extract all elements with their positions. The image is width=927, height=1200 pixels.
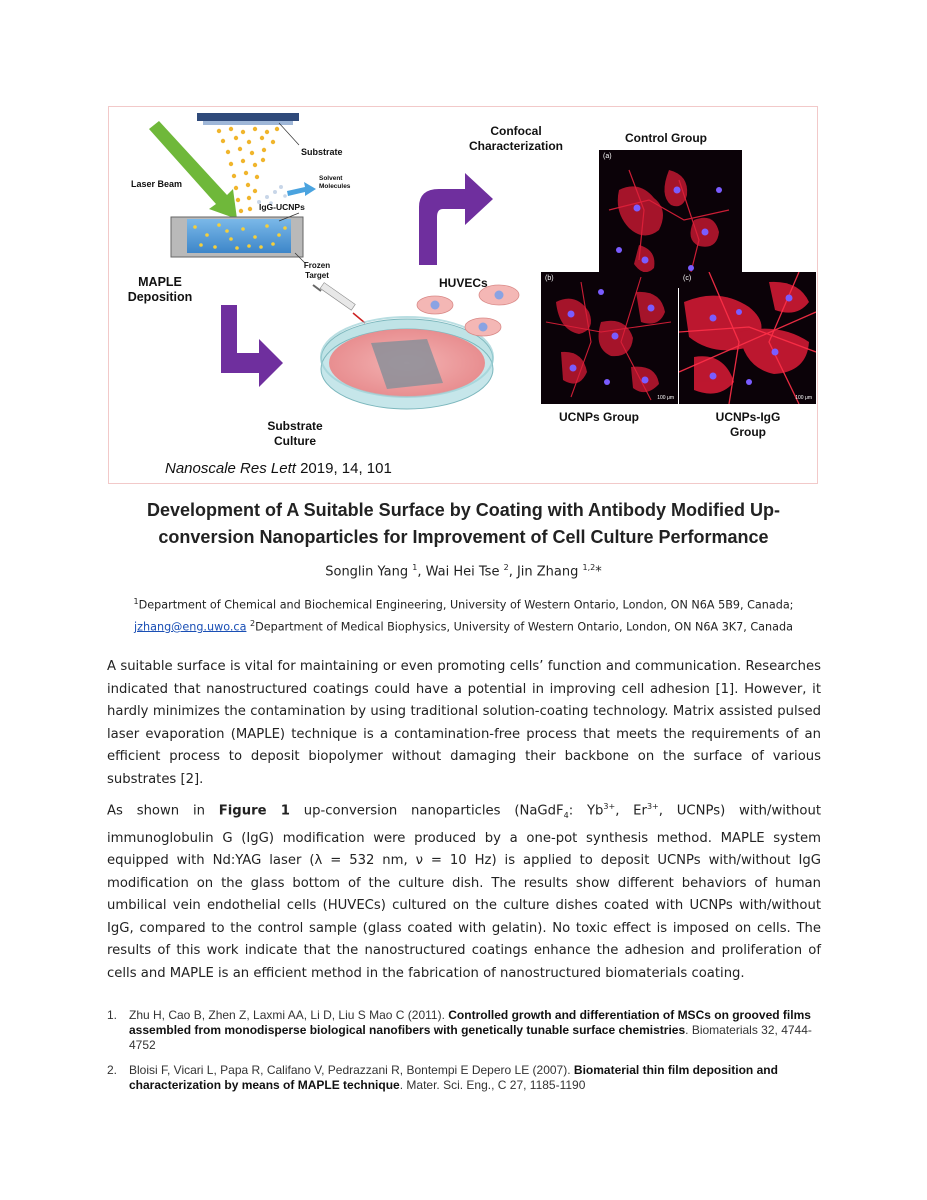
author-3: , Jin Zhang <box>508 564 583 580</box>
reference-authors: Zhu H, Cao B, Zhen Z, Laxmi AA, Li D, Liu S Mao C (2011). <box>129 1008 449 1022</box>
solvent-arrow <box>287 182 316 196</box>
paper-title: Development of A Suitable Surface by Coating with Antibody Modified Up-conversion Nanoparticles for Improvement of Cell Culture Performance <box>146 500 780 547</box>
affil-2-mark: 2 <box>250 618 256 628</box>
panel-label-c: (c) <box>683 275 692 282</box>
affiliations <box>104 593 823 636</box>
figure-1-reference: Figure 1 <box>218 803 290 819</box>
reference-authors: Bloisi F, Vicari L, Papa R, Califano V, Pedrazzani R, Bontempi E Depero LE (2007). <box>129 1063 574 1077</box>
paragraph-2 <box>107 796 821 985</box>
corresponding-email-link[interactable]: jzhang@eng.uwo.ca <box>134 620 247 634</box>
label-substrate-culture: Substrate Culture <box>267 419 323 448</box>
confocal-panel-control <box>599 150 742 288</box>
label-confocal-characterization: Confocal Characterization <box>468 124 564 153</box>
reference-source: . Mater. Sci. Eng., C 27, 1185-1190 <box>399 1078 586 1092</box>
reference-title: Biomaterial thin film deposition and characterization by means of MAPLE technique <box>129 1063 778 1092</box>
p2-text-2: up-conversion nanoparticles (NaGdF <box>289 803 564 819</box>
label-ucnps-igg-group: UCNPs-IgG Group <box>715 410 781 439</box>
label-maple-deposition: MAPLE Deposition <box>127 275 193 304</box>
affil-2-text: Department of Medical Biophysics, University of Western Ontario, London, ON N6A 3K7, Canada <box>255 620 793 634</box>
author-1-affil: 1 <box>412 563 418 572</box>
scale-bar-b: 100 μm <box>657 395 674 401</box>
panel-label-a: (a) <box>603 153 612 160</box>
substrate-plate <box>197 113 299 121</box>
scale-bar-c: 100 μm <box>795 395 812 401</box>
author-3-affil: 1,2 <box>582 563 596 572</box>
confocal-panel-ucnps-igg <box>679 272 816 404</box>
author-list <box>100 563 827 579</box>
maple-to-culture-arrow <box>221 305 283 387</box>
label-huvecs: HUVECs <box>439 276 488 290</box>
p2-text-5: , UCNPs) with/without immunoglobulin G (IgG) modification were produced by a one-pot synthesis method. MAPLE system equipped with Nd:YAG laser (λ = 532 nm, ν = 10 Hz) is applied to deposit UCNPs with/without IgG modification on the glass bottom of the culture dish. The results show different behaviors of human umbilical vein endothelial cells (HUVECs) cultured on the culture dishes coated with UCNPs with/without IgG, compared to the control sample (glass coated with gelatin). No toxic effect is imposed on cells. The results of this work indicate that the nanostructured coatings enhance the adhesion and proliferation of cells and MAPLE is an efficient method in the fabrication of nanostructured biomaterials coating. <box>107 803 822 981</box>
p2-sub-4: 4 <box>563 811 569 821</box>
label-control-group: Control Group <box>625 131 707 145</box>
label-solvent-molecules: Solvent Molecules <box>319 175 351 190</box>
p2-sup-yb: 3+ <box>603 802 616 811</box>
author-1: Songlin Yang <box>325 564 413 580</box>
culture-to-confocal-arrow <box>419 173 493 265</box>
corresponding-mark: * <box>595 564 602 580</box>
citation-journal: Nanoscale Res Lett <box>165 460 296 477</box>
citation-details: 2019, 14, 101 <box>295 460 392 477</box>
confocal-image-control <box>599 150 742 288</box>
p2-text-4: , Er <box>615 803 647 819</box>
affil-1-text: Department of Chemical and Biochemical Engineering, University of Western Ontario, London, ON N6A 5B9, Canada; <box>138 598 794 612</box>
author-2: , Wai Hei Tse <box>417 564 504 580</box>
p2-sup-er: 3+ <box>646 802 659 811</box>
laser-beam-arrow <box>149 121 237 219</box>
confocal-image-ucnps <box>541 272 678 404</box>
label-igg-ucnps: IgG-UCNPs <box>259 202 305 212</box>
figure-citation <box>165 460 392 477</box>
reference-list <box>107 1008 821 1103</box>
reference-number: 1. <box>107 1008 118 1022</box>
reference-title: Controlled growth and differentiation of MSCs on grooved films assembled from monodisperse biological nanofibers with genetically tunable surface chemistries <box>129 1008 811 1037</box>
graphical-abstract-figure <box>108 106 818 484</box>
p2-text-1: As shown in <box>107 803 219 819</box>
reference-number: 2. <box>107 1063 118 1077</box>
confocal-image-ucnps-igg <box>679 272 816 404</box>
reference-item <box>107 1063 821 1093</box>
label-ucnps-group: UCNPs Group <box>559 410 640 424</box>
reference-item <box>107 1008 821 1053</box>
panel-label-b: (b) <box>545 275 554 282</box>
label-frozen-target: Frozen Target <box>303 261 331 280</box>
label-substrate: Substrate <box>301 147 343 157</box>
reference-source: . Biomaterials 32, 4744-4752 <box>129 1023 812 1052</box>
author-2-affil: 2 <box>503 563 509 572</box>
affil-1-mark: 1 <box>133 597 139 606</box>
label-laser-beam: Laser Beam <box>131 179 183 189</box>
p2-text-3: : Yb <box>568 803 604 819</box>
paragraph-1: A suitable surface is vital for maintaining or even promoting cells’ function and communication. Researches indicated that nanostructured coatings could have a potential in improving cell adhesion [1]. However, it hardly minimizes the contamination by using traditional solution-coating technology. Matrix assisted pulsed laser evaporation (MAPLE) technique is a contamination-free process that meets the requirements of an efficient process to deposit biopolymer without damaging their backbone on the surface of various substrates [2]. <box>107 659 821 787</box>
confocal-panel-ucnps <box>541 272 678 404</box>
